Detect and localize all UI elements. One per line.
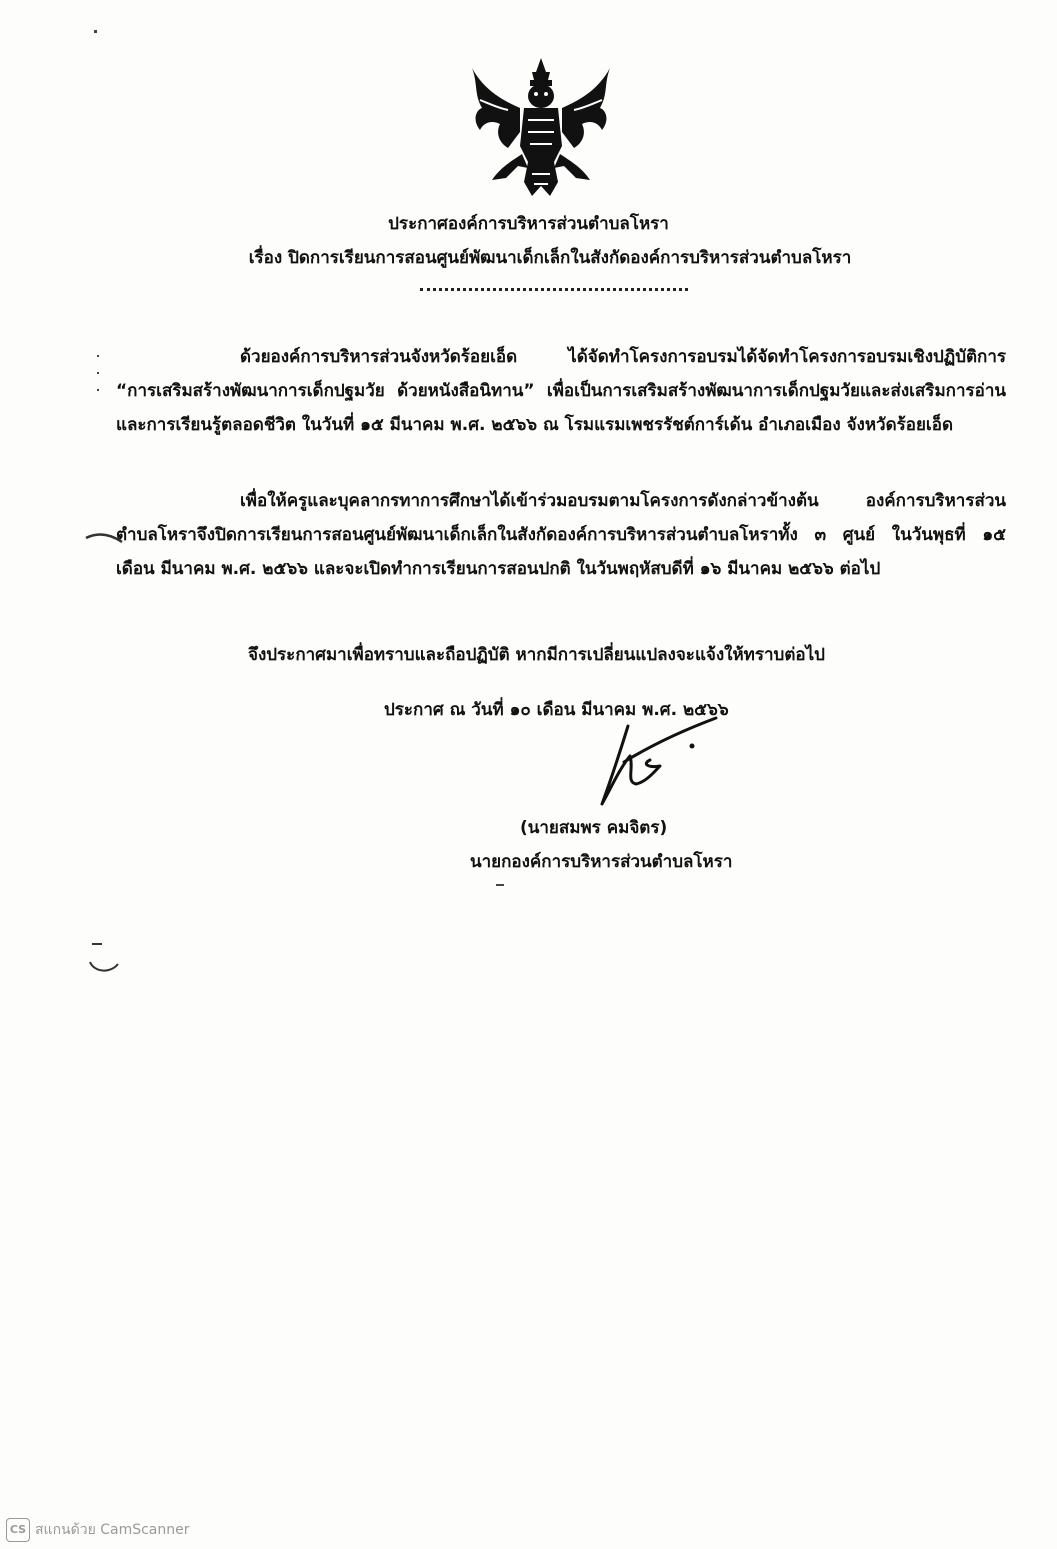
watermark-text: สแกนด้วย CamScanner: [35, 1522, 190, 1538]
scan-speck: [97, 355, 99, 357]
signature-image: [590, 712, 720, 812]
camscanner-logo-icon: CS: [6, 1518, 30, 1542]
scan-speck: [496, 884, 504, 886]
camscanner-watermark: [6, 1518, 190, 1542]
announcement-title: ประกาศองค์การบริหารส่วนตำบลโหรา: [388, 214, 669, 234]
punch-hole-mark: [88, 940, 124, 976]
scan-speck: [97, 389, 99, 391]
dotted-divider: [420, 288, 688, 291]
announcement-date: ประกาศ ณ วันที่ ๑๐ เดือน มีนาคม พ.ศ. ๒๕๖๖: [384, 700, 729, 720]
signer-position: นายกองค์การบริหารส่วนตำบลโหรา: [470, 852, 733, 872]
punch-hole-mark: [84, 526, 124, 546]
scan-speck: [97, 372, 99, 374]
scan-speck: [94, 30, 97, 33]
paragraph-2: เพื่อให้ครูและบุคลากรทาการศึกษาได้เข้าร่วมอบรมตามโครงการดังกล่าวข้างต้น องค์การบริหารส่วนตำบลโหราจึงปิดการเรียนการสอนศูนย์พัฒนาเด็กเล็กในสังกัดองค์การบริหารส่วนตำบลโหราทั้ง ๓ ศูนย์ ในวันพุธที่ ๑๕ เดือน มีนาคม พ.ศ. ๒๕๖๖ และจะเปิดทำการเรียนการสอนปกติ ในวันพฤหัสบดีที่ ๑๖ มีนาคม ๒๕๖๖ ต่อไป: [116, 491, 1006, 579]
paragraph-1: ด้วยองค์การบริหารส่วนจังหวัดร้อยเอ็ด ได้จัดทำโครงการอบรมได้จัดทำโครงการอบรมเชิงปฏิบัติการ “การเสริมสร้างพัฒนาการเด็กปฐมวัย ด้วยหนังสือนิทาน” เพื่อเป็นการเสริมสร้างพัฒนาการเด็กปฐมวัยและส่งเสริมการอ่านและการเรียนรู้ตลอดชีวิต ในวันที่ ๑๕ มีนาคม พ.ศ. ๒๕๖๖ ณ โรมแรมเพชรรัชต์การ์เด้น อำเภอเมือง จังหวัดร้อยเอ็ด: [116, 347, 1006, 435]
signer-name: (นายสมพร คมจิตร): [520, 818, 668, 838]
garuda-emblem-icon: [462, 50, 620, 200]
closing-statement: จึงประกาศมาเพื่อทราบและถือปฏิบัติ หากมีการเปลี่ยนแปลงจะแจ้งให้ทราบต่อไป: [248, 645, 825, 665]
announcement-subject: เรื่อง ปิดการเรียนการสอนศูนย์พัฒนาเด็กเล็กในสังกัดองค์การบริหารส่วนตำบลโหรา: [248, 248, 852, 268]
